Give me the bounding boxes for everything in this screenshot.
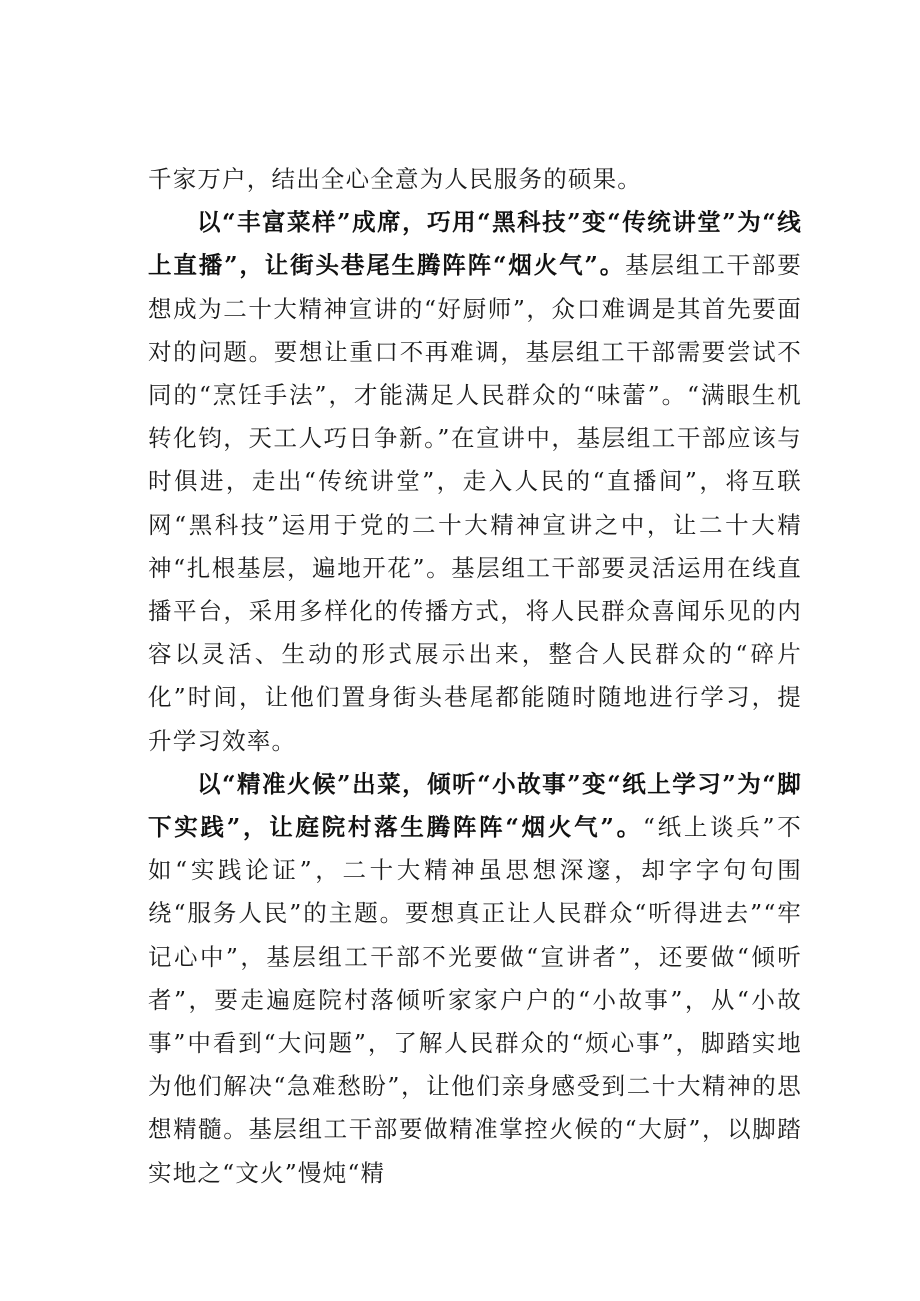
paragraph-lead-heading: 以“丰富菜样”成席，巧用“黑科技”变“传统讲堂”为“线上直播”，让街头巷尾生腾阵阵“烟火气”。: [148, 208, 802, 280]
document-page: [148, 158, 802, 1195]
paragraph-body: “纸上谈兵”不如“实践论证”，二十大精神虽思想深邃，却字字句句围绕“服务人民”的主题。要想真正让人民群众“听得进去”“牢记心中”，基层组工干部不光要做“宣讲者”，还要做“倾听者”，要走遍庭院村落倾听家家户户的“小故事”，从“小故事”中看到“大问题”，了解人民群众的“烦心事”，脚踏实地为他们解决“急难愁盼”，让他们亲身感受到二十大精神的思想精髓。基层组工干部要做精准掌控火候的“大厨”，以脚踏实地之“文火”慢炖“精: [148, 813, 802, 1187]
paragraph-continuation: [148, 158, 802, 201]
paragraph-body: 千家万户，结出全心全意为人民服务的硕果。: [148, 165, 642, 193]
paragraph-listening-stories: [148, 763, 802, 1195]
paragraph-body: 基层组工干部要想成为二十大精神宣讲的“好厨师”，众口难调是其首先要面对的问题。要想让重口不再难调，基层组工干部需要尝试不同的“烹饪手法”，才能满足人民群众的“味蕾”。“满眼生机转化钧，天工人巧日争新。”在宣讲中，基层组工干部应该与时俱进，走出“传统讲堂”，走入人民的“直播间”，将互联网“黑科技”运用于党的二十大精神宣讲之中，让二十大精神“扎根基层，遍地开花”。基层组工干部要灵活运用在线直播平台，采用多样化的传播方式，将人民群众喜闻乐见的内容以灵活、生动的形式展示出来，整合人民群众的“碎片化”时间，让他们置身街头巷尾都能随时随地进行学习，提升学习效率。: [148, 251, 802, 755]
paragraph-live-broadcast: [148, 201, 802, 763]
paragraph-lead-heading: 以“精准火候”出菜，倾听“小故事”变“纸上学习”为“脚下实践”，让庭院村落生腾阵阵“烟火气”。: [148, 769, 802, 842]
